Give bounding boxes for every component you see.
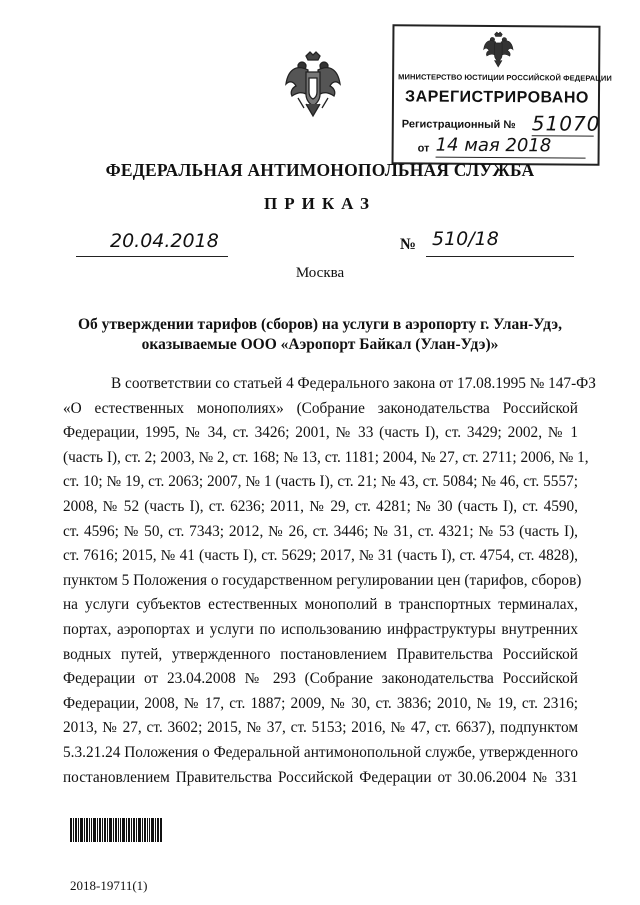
body-line: 2008, № 52 (часть I), ст. 6236; 2011, № 29, ст. 4281; № 30 (часть I), ст. 4590, bbox=[63, 497, 578, 515]
body-line: водных путей, утвержденного постановлением Правительства Российской bbox=[63, 645, 578, 663]
body-line: Федерации от 23.04.2008 № 293 (Собрание законодательства Российской bbox=[63, 670, 578, 688]
order-date-line bbox=[76, 256, 228, 257]
order-date: 20.04.2018 bbox=[110, 230, 219, 252]
body-line: постановлением Правительства Российской Федерации от 30.06.2004 № 331 bbox=[63, 768, 578, 786]
city: Москва bbox=[295, 265, 345, 281]
body-line: ст. 7616; 2015, № 41 (часть I), ст. 5629; 2017, № 31 (часть I), ст. 4754, ст. 4828), bbox=[63, 547, 578, 565]
stamp-reg-number: 51070 bbox=[531, 111, 601, 136]
body-line: портах, аэропортах и услуги по использованию инфраструктуры внутренних bbox=[63, 620, 578, 638]
order-number: 510/18 bbox=[432, 228, 499, 250]
subject-line-2: оказываемые ООО «Аэропорт Байкал (Улан-Удэ)» bbox=[141, 336, 499, 353]
stamp-date: 14 мая 2018 bbox=[435, 134, 552, 157]
document-id: 2018-19711(1) bbox=[70, 878, 148, 893]
stamp-ministry: МИНИСТЕРСТВО ЮСТИЦИИ РОССИЙСКОЙ ФЕДЕРАЦИИ bbox=[398, 72, 612, 83]
body-line: В соответствии со статьей 4 Федерального закона от 17.08.1995 № 147-ФЗ bbox=[111, 375, 596, 392]
body-line: Федерации, 1995, № 34, ст. 3426; 2001, № 33 (часть I), ст. 3429; 2002, № 1 bbox=[63, 424, 578, 442]
body-line: «О естественных монополиях» (Собрание законодательства Российской bbox=[63, 399, 578, 417]
body-line: 5.3.21.24 Положения о Федеральной антимонопольной службе, утвержденного bbox=[63, 743, 578, 761]
stamp-coat-of-arms-icon bbox=[480, 31, 516, 69]
order-number-line bbox=[426, 256, 574, 257]
stamp-registered: ЗАРЕГИСТРИРОВАНО bbox=[405, 88, 589, 107]
body-line: (часть I), ст. 2; 2003, № 2, ст. 168; № 13, ст. 1181; 2004, № 27, ст. 2711; 2006, № 1, bbox=[63, 448, 589, 466]
body-line: ст. 4596; № 50, ст. 7343; 2012, № 26, ст. 3446; № 31, ст. 4321; № 53 (часть I), bbox=[63, 522, 578, 540]
barcode-icon bbox=[70, 818, 162, 842]
order-body bbox=[63, 372, 596, 790]
subject-line-1: Об утверждении тарифов (сборов) на услуги в аэропорту г. Улан-Удэ, bbox=[78, 316, 562, 333]
stamp-reg-label: Регистрационный № bbox=[401, 118, 516, 132]
registration-stamp bbox=[392, 24, 612, 165]
order-title: ПРИКАЗ bbox=[264, 194, 376, 213]
body-line: пунктом 5 Положения о государственном регулировании цен (тарифов, сборов) bbox=[63, 571, 582, 589]
body-line: 2013, № 27, ст. 3602; 2015, № 37, ст. 5153; 2016, № 47, ст. 6637), подпунктом bbox=[63, 719, 578, 737]
agency-name: ФЕДЕРАЛЬНАЯ АНТИМОНОПОЛЬНАЯ СЛУЖБА bbox=[105, 160, 535, 180]
order-number-sign: № bbox=[400, 236, 417, 253]
body-line: на услуги субъектов естественных монополий в транспортных терминалах, bbox=[63, 596, 578, 614]
stamp-date-prefix: от bbox=[417, 142, 430, 155]
stamp-date-line bbox=[436, 157, 586, 159]
coat-of-arms-icon bbox=[282, 50, 344, 120]
body-line: Федерации, 2008, № 17, ст. 1887; 2009, № 30, ст. 3836; 2010, № 19, ст. 2316; bbox=[63, 694, 578, 712]
order-subject bbox=[60, 315, 580, 355]
body-line: ст. 10; № 19, ст. 2063; 2007, № 1 (часть I), ст. 21; № 43, ст. 5084; № 46, ст. 5557; bbox=[63, 473, 578, 491]
